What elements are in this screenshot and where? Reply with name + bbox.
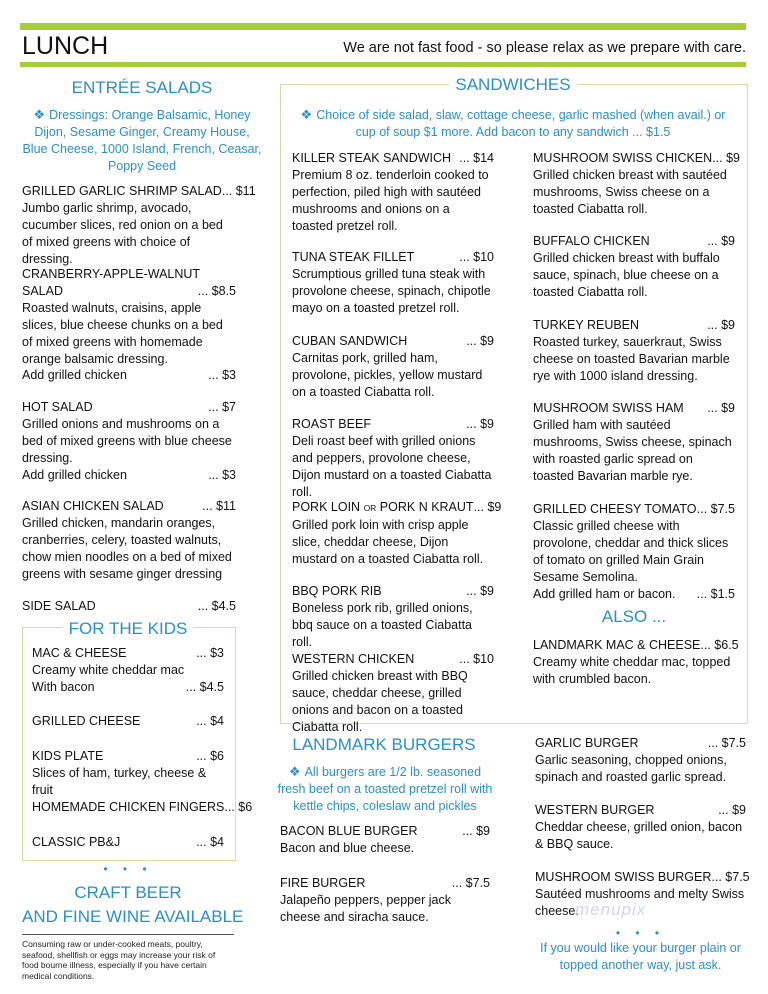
- item-name: BACON BLUE BURGER: [280, 824, 418, 838]
- craft-beer-line1: CRAFT BEER: [74, 883, 182, 902]
- sandwiches-title: SANDWICHES: [280, 75, 746, 95]
- item-desc: Classic grilled cheese with provolone, cheddar and thick slices of tomato on grilled Main Grain Sesame Semolina.: [533, 518, 729, 584]
- item-price: ... $6.5: [700, 638, 739, 652]
- burgers-note: ❖ All burgers are 1/2 lb. seasoned fresh beef on a toasted pretzel roll with kettle chips, coleslaw and pickles: [277, 764, 493, 813]
- item-name-line1: CRANBERRY-APPLE-WALNUT: [22, 267, 201, 281]
- also-title: ALSO ...: [601, 607, 667, 626]
- menu-item: [533, 233, 735, 301]
- item-name: MUSHROOM SWISS HAM: [533, 401, 684, 415]
- item-name: KIDS PLATE: [32, 749, 104, 763]
- item-price: ... $7.5: [711, 870, 750, 884]
- menu-item: [292, 249, 494, 317]
- menu-item: [22, 498, 236, 583]
- addon-label: Add grilled chicken: [22, 368, 127, 383]
- item-name: ASIAN CHICKEN SALAD: [22, 499, 164, 513]
- diamond-cluster-icon: ❖: [33, 107, 46, 122]
- item-name: MUSHROOM SWISS CHICKEN: [533, 151, 713, 165]
- addon-label: With bacon: [32, 679, 95, 694]
- item-desc: Slices of ham, turkey, cheese & fruit: [32, 765, 207, 797]
- menu-item: [533, 501, 735, 602]
- item-desc: Creamy white cheddar mac, topped with crumbled bacon.: [533, 654, 731, 686]
- burgers-title: LANDMARK BURGERS: [292, 735, 476, 754]
- item-desc: Roasted walnuts, craisins, apple slices, blue cheese chunks on a bed of mixed greens with homemade orange balsamic dressing.: [22, 300, 223, 366]
- item-desc: Jalapeño peppers, pepper jack cheese and siracha sauce.: [280, 892, 451, 924]
- item-name: FIRE BURGER: [280, 876, 366, 890]
- item-name: KILLER STEAK SANDWICH: [292, 151, 452, 165]
- disclaimer: Consuming raw or under-cooked meats, poultry, seafood, shellfish or eggs may increase your risk of food bourne illness, especially if you have certain medical conditions.: [22, 939, 216, 981]
- item-price: ... $7.5: [451, 876, 490, 890]
- menu-item: [535, 802, 746, 853]
- dots-divider: • • •: [103, 862, 153, 876]
- item-name: SIDE SALAD: [22, 599, 96, 613]
- addon-price: ... $1.5: [696, 586, 735, 601]
- item-desc: Grilled onions and mushrooms on a bed of mixed greens with blue cheese dressing.: [22, 416, 232, 465]
- header-green-bar: [20, 62, 746, 67]
- menu-item: [280, 875, 490, 926]
- dressings-note: ❖ Dressings: Orange Balsamic, Honey Dijon, Sesame Ginger, Creamy House, Blue Cheese, 1000 Island, French, Ceasar, Poppy Seed: [22, 107, 262, 173]
- kids-title: FOR THE KIDS: [22, 619, 234, 639]
- item-desc: Creamy white cheddar mac: [32, 662, 185, 677]
- item-price: ... $9: [718, 803, 746, 817]
- watermark: menupix: [575, 900, 647, 919]
- diamond-cluster-icon: ❖: [288, 764, 301, 779]
- burger-footer-note: If you would like your burger plain or topped another way, just ask.: [540, 941, 741, 972]
- item-name: CUBAN SANDWICH: [292, 334, 408, 348]
- dots-divider: • • •: [615, 926, 666, 940]
- item-price: ... $11: [221, 184, 256, 198]
- item-price: ... $11: [202, 499, 236, 513]
- item-name: HOT SALAD: [22, 400, 93, 414]
- item-desc: Cheddar cheese, grilled onion, bacon & BBQ sauce.: [535, 819, 743, 851]
- diamond-cluster-icon: ❖: [300, 107, 313, 122]
- item-name: MUSHROOM SWISS BURGER: [535, 870, 712, 884]
- menu-item: [292, 150, 494, 235]
- menu-item: [32, 834, 224, 851]
- item-desc: Grilled pork loin with crisp apple slice, cheddar cheese, Dijon mustard on a toasted Ciabatta roll.: [292, 517, 484, 566]
- item-desc: Scrumptious grilled tuna steak with provolone cheese, spinach, chipotle mayo on a toasted pretzel roll.: [292, 266, 491, 315]
- item-name: CLASSIC PB&J: [32, 835, 121, 849]
- item-desc: Grilled ham with sautéed mushrooms, Swiss cheese, spinach with roasted garlic spread on toasted Bavarian marble rye.: [533, 417, 732, 483]
- menu-item: [292, 416, 494, 501]
- item-name: GRILLED GARLIC SHRIMP SALAD: [22, 184, 222, 198]
- item-desc: Boneless pork rib, grilled onions, bbq sauce on a toasted Ciabatta roll.: [292, 600, 473, 649]
- item-price: ... $9: [473, 500, 502, 514]
- item-desc: Grilled chicken breast with buffalo sauce, spinach, blue cheese on a toasted Ciabatta roll.: [533, 250, 720, 299]
- item-name: GARLIC BURGER: [535, 736, 639, 750]
- item-price: ... $7.5: [696, 502, 735, 516]
- item-price: ... $9: [462, 824, 490, 838]
- menu-item: [292, 499, 502, 568]
- item-name: ROAST BEEF: [292, 417, 371, 431]
- menu-item: [292, 583, 494, 651]
- menu-item: [280, 823, 490, 857]
- item-name: PORK LOIN OR PORK N KRAUT: [292, 500, 474, 514]
- item-name: SALAD: [22, 283, 63, 298]
- menu-item: [533, 150, 740, 218]
- item-name: GRILLED CHEESE: [32, 714, 141, 728]
- item-price: ... $6: [224, 800, 253, 814]
- item-desc: Premium 8 oz. tenderloin cooked to perfection, piled high with sautéed mushrooms and onions on a toasted pretzel roll.: [292, 167, 489, 233]
- menu-item: [535, 735, 746, 786]
- menu-item: [533, 400, 735, 485]
- item-price: ... $7: [208, 400, 236, 414]
- item-price: ... $10: [459, 250, 494, 264]
- menu-item: [32, 713, 224, 730]
- item-price: ... $10: [459, 652, 494, 666]
- item-price: ... $8.5: [197, 283, 236, 298]
- item-name: TUNA STEAK FILLET: [292, 250, 415, 264]
- addon-label: Add grilled ham or bacon.: [533, 586, 676, 601]
- item-price: ... $9: [466, 417, 494, 431]
- item-name: BUFFALO CHICKEN: [533, 234, 650, 248]
- menu-item: [32, 748, 224, 799]
- menu-item: [533, 317, 735, 385]
- item-name: TURKEY REUBEN: [533, 318, 640, 332]
- tagline: We are not fast food - so please relax as we prepare with care.: [343, 40, 746, 56]
- disclaimer-divider: [22, 934, 234, 935]
- item-price: ... $9: [707, 234, 735, 248]
- item-desc: Carnitas pork, grilled ham, provolone, pickles, yellow mustard on a toasted Ciabatta roll.: [292, 350, 483, 399]
- addon-price: ... $3: [208, 467, 236, 482]
- menu-item: [32, 799, 253, 816]
- item-name: GRILLED CHEESY TOMATO: [533, 502, 697, 516]
- menu-item: [22, 399, 236, 484]
- item-name: BBQ PORK RIB: [292, 584, 382, 598]
- menu-item: [22, 598, 236, 615]
- item-price: ... $9: [707, 401, 735, 415]
- item-price: ... $4: [196, 714, 224, 728]
- craft-beer-line2: AND FINE WINE AVAILABLE: [22, 907, 244, 926]
- item-price: ... $4.5: [197, 599, 236, 613]
- item-desc: Roasted turkey, sauerkraut, Swiss cheese on toasted Bavarian marble rye with 1000 island dressing.: [533, 334, 730, 383]
- item-desc: Grilled chicken, mandarin oranges, cranberries, celery, toasted walnuts, chow mien noodles on a bed of mixed greens with sesame ginger dressing: [22, 515, 232, 581]
- item-price: ... $9: [466, 334, 494, 348]
- item-desc: Bacon and blue cheese.: [280, 840, 415, 855]
- item-price: ... $6: [196, 749, 224, 763]
- menu-item: [22, 183, 256, 268]
- addon-price: ... $4.5: [185, 679, 224, 694]
- item-price: ... $4: [196, 835, 224, 849]
- addon-label: Add grilled chicken: [22, 467, 127, 482]
- item-desc: Grilled chicken breast with BBQ sauce, cheddar cheese, grilled onions and bacon on a toasted Ciabatta roll.: [292, 668, 468, 734]
- item-name: MAC & CHEESE: [32, 646, 127, 660]
- menu-item: [32, 645, 224, 696]
- item-name: WESTERN CHICKEN: [292, 652, 415, 666]
- item-desc: Deli roast beef with grilled onions and peppers, provolone cheese, Dijon mustard on a toasted Ciabatta roll.: [292, 433, 492, 499]
- item-price: ... $3: [196, 646, 224, 660]
- item-price: ... $9: [712, 151, 740, 165]
- item-price: ... $14: [459, 151, 494, 165]
- menu-item: [292, 651, 494, 736]
- menu-item: [22, 266, 236, 384]
- menu-item: [292, 333, 494, 401]
- item-desc: Jumbo garlic shrimp, avocado, cucumber slices, red onion on a bed of mixed greens with choice of dressing.: [22, 200, 223, 266]
- entree-salads-title: ENTRÉE SALADS: [71, 78, 213, 97]
- item-name: HOMEMADE CHICKEN FINGERS: [32, 800, 225, 814]
- page-title: LUNCH: [22, 32, 109, 60]
- item-price: ... $9: [707, 318, 735, 332]
- item-name: WESTERN BURGER: [535, 803, 655, 817]
- sandwiches-note: ❖ Choice of side salad, slaw, cottage cheese, garlic mashed (when avail.) or cup of soup $1 more. Add bacon to any sandwich ... $1.5: [300, 107, 726, 139]
- item-desc: Grilled chicken breast with sautéed mushrooms, Swiss cheese on a toasted Ciabatta roll.: [533, 167, 727, 216]
- addon-price: ... $3: [208, 368, 236, 383]
- item-price: ... $9: [466, 584, 494, 598]
- item-desc: Garlic seasoning, chopped onions, spinach and roasted garlic spread.: [535, 752, 727, 784]
- top-green-bar: [20, 23, 746, 30]
- item-name: LANDMARK MAC & CHEESE: [533, 638, 701, 652]
- item-price: ... $7.5: [707, 736, 746, 750]
- item-desc: Sautéed mushrooms and melty Swiss cheese.: [535, 886, 745, 918]
- menu-item: [533, 637, 739, 688]
